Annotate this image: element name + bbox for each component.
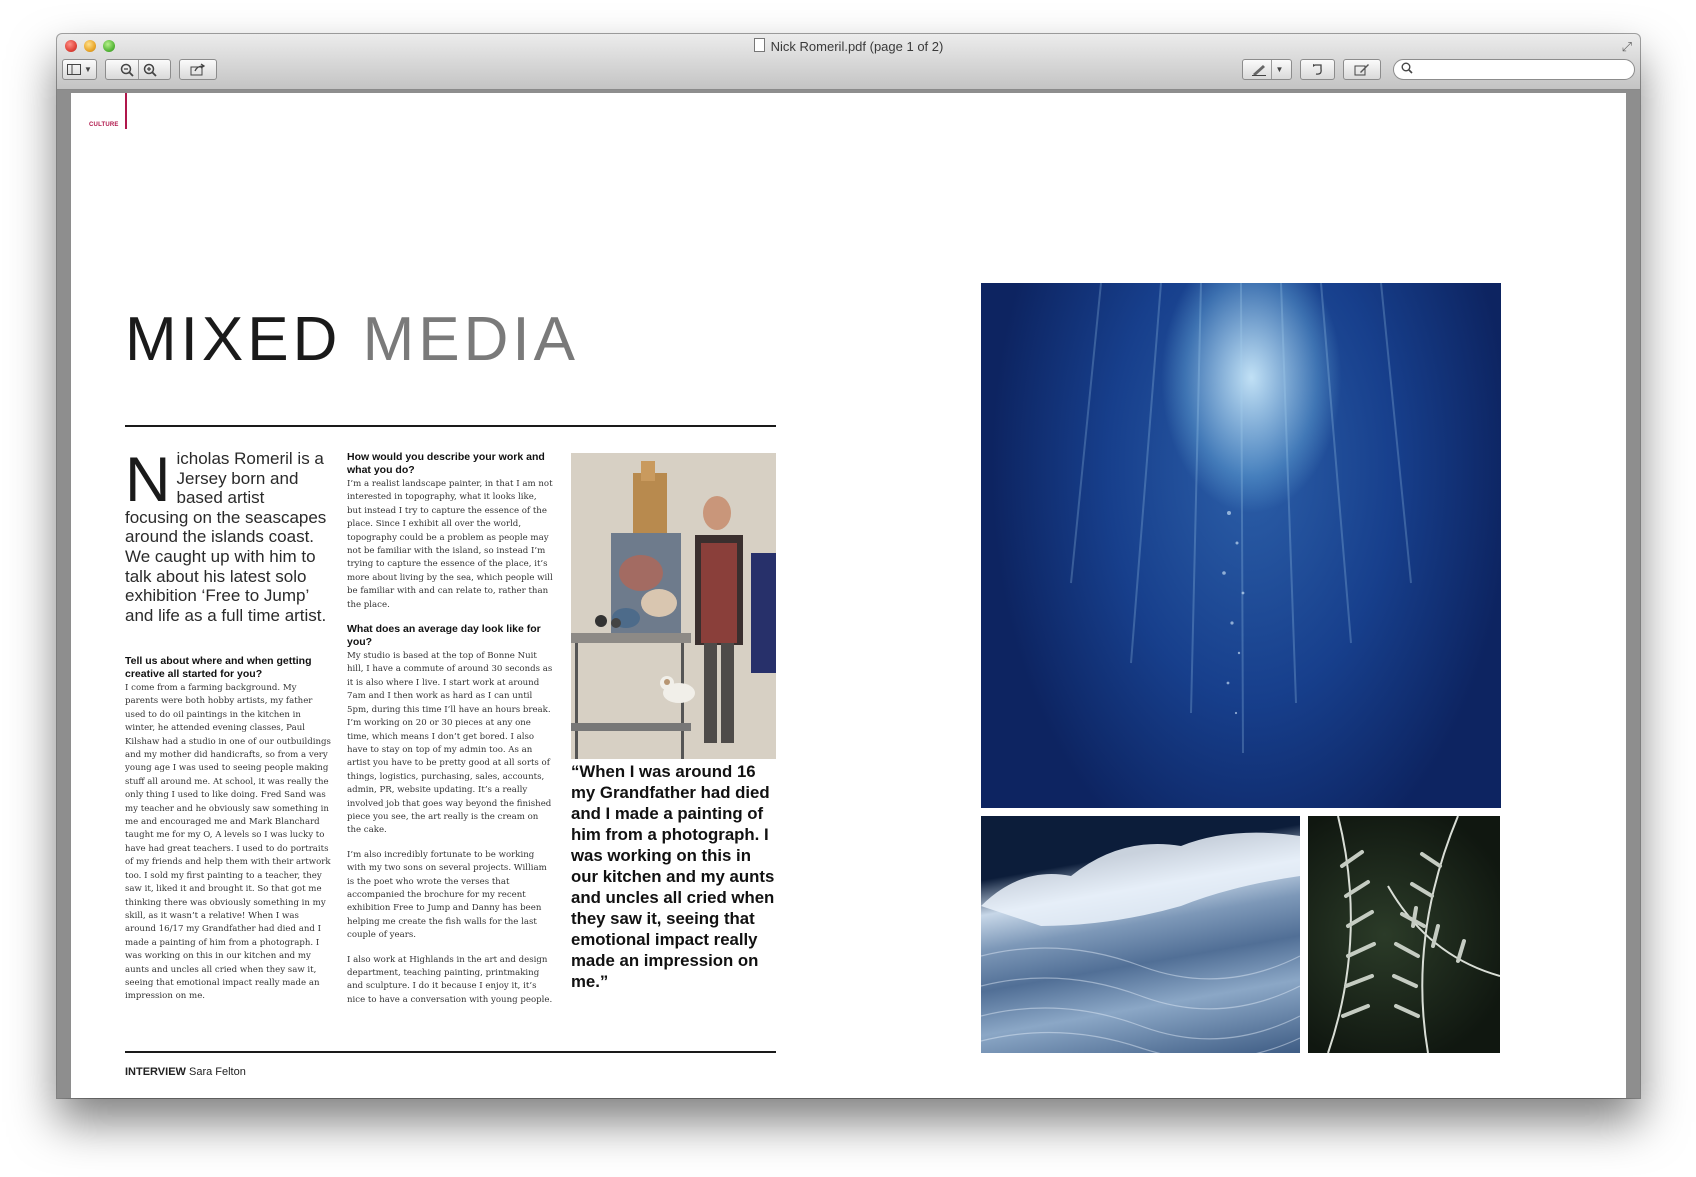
window-title: Nick Romeril.pdf (page 1 of 2) xyxy=(770,39,944,54)
headline-light: MEDIA xyxy=(362,305,579,374)
pen-icon xyxy=(1251,63,1267,76)
answer-3: My studio is based at the top of Bonne Nuit hill, I have a commute of around 30 seconds as it is also where I live. I start work at around 7am and I then work as hard as I can until 5pm, during this time I’ll have an hours break. I’m working on 20 or 30 pieces at any one time, which means I don’t get bored. I also have to stay on top of my admin too. As an artist you have to be pretty good at all sorts of things, logistics, purchasing, sales, accounts, admin, PR, website updating. It’s a really involved job that goes way beyond the finished piece you see, the art really is the cream on the cake. xyxy=(347,651,553,836)
question-2: How would you describe your work and what you do? xyxy=(347,451,545,476)
share-icon xyxy=(190,63,206,76)
annotate-button[interactable] xyxy=(1242,59,1292,80)
answer-5: I also work at Highlands in the art and design department, teaching painting, printmaking and sculpture. I do it because I enjoy it, it’s nice to have a conversation with young people. xyxy=(347,954,553,1005)
zoom-in-icon xyxy=(143,63,157,77)
column-1 xyxy=(125,655,331,1004)
zoom-in-button[interactable] xyxy=(143,63,157,77)
divider-top xyxy=(125,425,776,427)
answer-2: I’m a realist landscape painter, in that I am not interested in topography, what it looks like, but instead I try to capture the essence of the place. Since I exhibit all over the world, topography could be a problem as people may not be familiar with the island, so instead I’m trying to capture the essence of the place, it’s more about living by the sea, which people will be familiar with and can relate to, rather than the place. xyxy=(347,479,553,610)
divider-bottom xyxy=(125,1051,776,1053)
underwater-painting xyxy=(981,283,1501,808)
intro-paragraph xyxy=(125,445,331,625)
section-label: CULTURE xyxy=(89,122,119,128)
chevron-down-icon[interactable]: ▼ xyxy=(1275,65,1284,74)
fern-painting xyxy=(1308,816,1500,1053)
search-icon xyxy=(1401,62,1413,75)
drop-cap: N xyxy=(125,445,171,515)
sidebar-icon xyxy=(67,64,81,75)
question-3: What does an average day look like for you? xyxy=(347,623,541,649)
artist-illustration xyxy=(571,453,776,759)
chevron-down-icon: ▼ xyxy=(84,65,92,74)
credit-name: Sara Felton xyxy=(188,1066,246,1078)
divider xyxy=(1271,60,1272,79)
zoom-out-button[interactable] xyxy=(120,63,134,77)
divider xyxy=(138,60,139,79)
rotate-button[interactable] xyxy=(1300,59,1335,80)
column-2 xyxy=(347,451,553,1007)
underwater-illustration xyxy=(981,283,1501,808)
interview-credit xyxy=(125,1066,246,1078)
credit-label: INTERVIEW xyxy=(125,1066,186,1078)
fern-illustration xyxy=(1308,816,1500,1053)
question-1: Tell us about where and when getting creative all started for you? xyxy=(125,655,312,680)
wave-painting xyxy=(981,816,1300,1053)
pdf-page xyxy=(71,93,1626,1098)
rotate-icon xyxy=(1311,63,1325,76)
title-bar xyxy=(57,34,1640,90)
window-title-area xyxy=(57,38,1640,54)
zoom-out-icon xyxy=(120,63,134,77)
zoom-controls xyxy=(105,59,171,80)
answer-1: I come from a farming background. My parents were both hobby artists, my father used to do oil paintings in the kitchen in winter, he attended evening classes, Paul Kilshaw had a studio in one of our outbuildings and my mother did handicrafts, so from a very young age I was used to seeing people making stuff all around me. At school, it was really the only thing I used to like doing. Fred Sand was my teacher and he obviously saw something in me and encouraged me and Mark Blanchard taught me for my O, A levels so I was lucky to have had great teachers. I used to do portraits of my friends and help them with their artwork too. I sold my first painting to a teacher, they saw it, liked it and brought it. So that got me thinking there was obviously something in my skill, as it wasn’t a relative! When I was around 16/17 my Grandfather had died and I made a painting of him from a photograph. I was working on this in our kitchen and my aunts and uncles all cried when they saw it, seeing that emotional impact really made an impression on me. xyxy=(125,683,331,1002)
pdf-document-icon xyxy=(754,38,765,52)
artist-studio-photo xyxy=(571,453,776,759)
share-button[interactable] xyxy=(179,59,217,80)
answer-4: I’m also incredibly fortunate to be working with my two sons on several projects. William is the poet who wrote the verses that accompanied the brochure for my recent exhibition Free to Jump and Danny has been helping me create the fish walls for the last couple of years. xyxy=(347,849,547,941)
sidebar-view-button[interactable] xyxy=(62,59,97,80)
edit-icon xyxy=(1354,63,1370,76)
headline-bold: MIXED xyxy=(125,305,342,374)
wave-illustration xyxy=(981,816,1300,1053)
headline xyxy=(125,305,579,374)
preview-window xyxy=(57,34,1640,1098)
section-marker xyxy=(125,93,127,129)
search-field[interactable] xyxy=(1393,59,1635,80)
edit-toolbar-button[interactable] xyxy=(1343,59,1381,80)
pull-quote: “When I was around 16 my Grandfather had died and I made a painting of him from a photograph. I was working on this in our kitchen and my aunts and uncles all cried when they saw it, seeing that emotional impact really made an impression on me.” xyxy=(571,762,775,991)
intro-text: icholas Romeril is a Jersey born and based artist focusing on the seascapes around the islands coast. We caught up with him to talk about his latest solo exhibition ‘Free to Jump’ and life as a full time artist. xyxy=(125,449,327,625)
fullscreen-icon[interactable]: ⤢ xyxy=(1621,39,1632,54)
